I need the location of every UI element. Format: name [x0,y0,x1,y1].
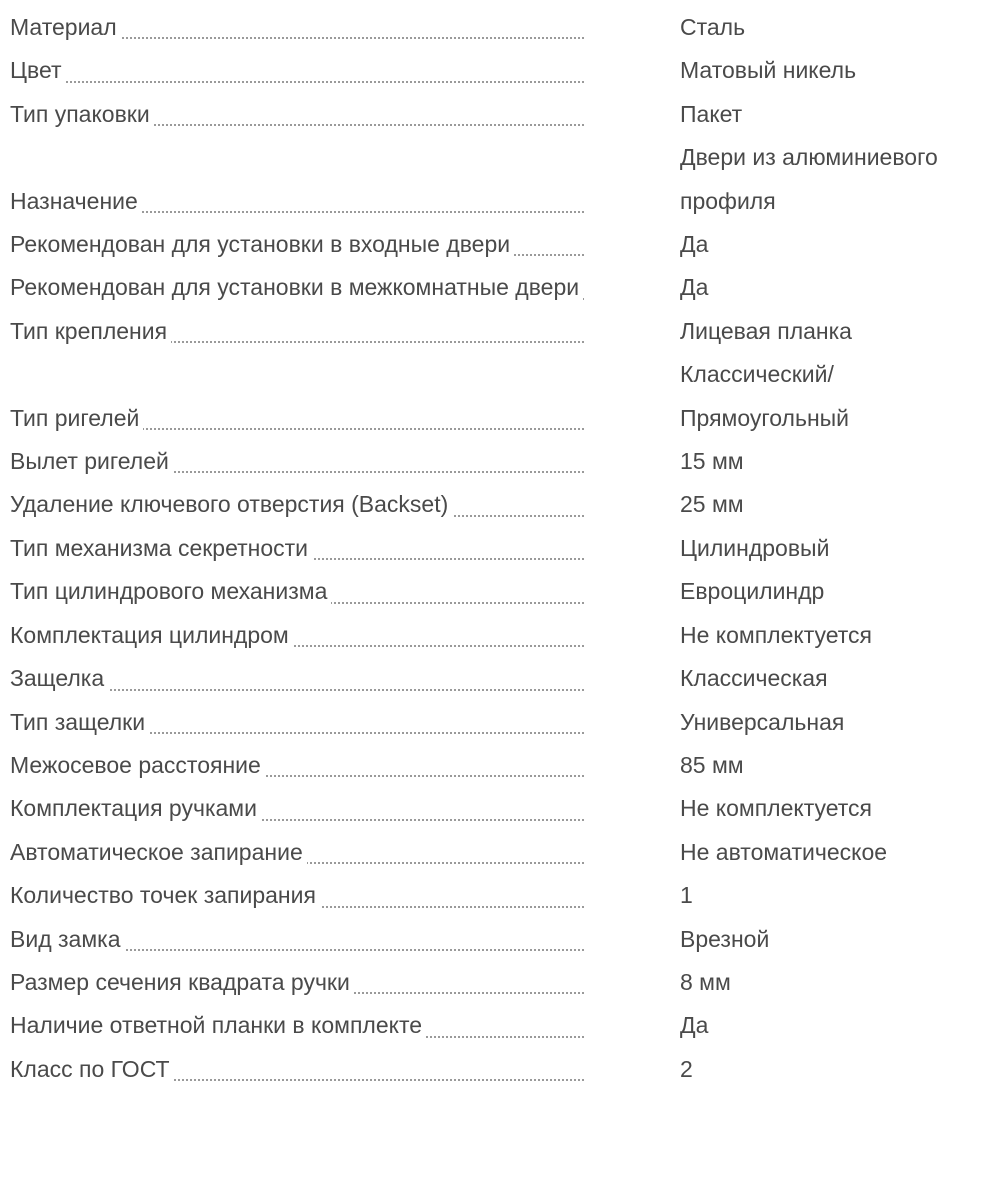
spec-value-text: Да [680,1012,709,1039]
spec-name [10,49,584,92]
spec-row [10,49,1000,92]
spec-name [10,831,584,874]
spec-name-label: Вид замка [10,926,125,952]
spec-name [10,397,584,440]
spec-value [680,440,1000,483]
spec-name [10,1004,584,1047]
spec-row [10,787,1000,830]
spec-name [10,701,584,744]
spec-name-label: Класс по ГОСТ [10,1056,174,1082]
spec-name [10,483,584,526]
spec-name [10,744,584,787]
spec-value-text: Лицевая планка [680,317,852,344]
spec-name-label: Назначение [10,188,142,214]
spec-value [680,918,1000,961]
spec-value-text: Классическая [680,665,828,692]
spec-row [10,570,1000,613]
spec-value-text: Не комплектуется [680,621,872,648]
spec-name [10,6,584,49]
spec-value-text: Классический/ [680,361,834,388]
spec-row [10,266,1000,309]
spec-name [10,918,584,961]
spec-name-label: Рекомендован для установки в межкомнатные двери [10,274,583,300]
spec-value [680,49,1000,92]
spec-name [10,961,584,1004]
spec-value-text: 8 мм [680,968,731,995]
spec-row [10,527,1000,570]
spec-value [680,483,1000,526]
spec-name-label: Материал [10,14,121,40]
spec-name-label: Цвет [10,57,66,83]
spec-value [680,93,1000,136]
spec-row [10,657,1000,700]
spec-row [10,136,1000,223]
spec-value-text: Сталь [680,14,746,40]
spec-value [680,701,1000,744]
spec-value-text: Да [680,231,709,258]
spec-row [10,93,1000,136]
spec-row [10,1004,1000,1047]
spec-value [680,614,1000,657]
spec-value [680,353,1000,440]
spec-name-label: Межосевое расстояние [10,752,265,778]
spec-name-label: Комплектация ручками [10,795,261,821]
spec-name [10,310,584,353]
spec-name-label: Защелка [10,665,108,691]
spec-row [10,701,1000,744]
spec-value-text: 25 мм [680,491,744,518]
spec-name [10,874,584,917]
spec-name-label: Тип защелки [10,709,149,735]
spec-name-label: Размер сечения квадрата ручки [10,969,354,995]
spec-row [10,6,1000,49]
spec-value [680,1004,1000,1047]
spec-name-label: Тип ригелей [10,405,143,431]
spec-name [10,440,584,483]
spec-name [10,223,584,266]
spec-value [680,223,1000,266]
spec-value-text: Матовый никель [680,57,857,84]
spec-name-label: Наличие ответной планки в комплекте [10,1012,426,1038]
spec-name-label: Рекомендован для установки в входные двери [10,231,514,257]
spec-name-label: Вылет ригелей [10,448,173,474]
spec-name-label: Комплектация цилиндром [10,622,293,648]
spec-value [680,6,1000,49]
spec-name-label: Тип цилиндрового механизма [10,578,331,604]
spec-name-label: Тип упаковки [10,101,154,127]
spec-value-text: Цилиндровый [680,534,830,561]
spec-name [10,657,584,700]
spec-name-label: Тип механизма секретности [10,535,312,561]
spec-value [680,787,1000,830]
spec-value-text: Прямоугольный [680,404,850,431]
spec-value-text: профиля [680,187,776,214]
spec-row [10,440,1000,483]
spec-name-label: Удаление ключевого отверстия (Backset) [10,491,452,517]
spec-name [10,787,584,830]
spec-value [680,527,1000,570]
spec-name-label: Автоматическое запирание [10,839,307,865]
spec-value [680,310,1000,353]
spec-value-text: Врезной [680,925,770,952]
spec-name [10,1048,584,1091]
spec-name [10,527,584,570]
spec-value [680,874,1000,917]
spec-name-label: Тип крепления [10,318,171,344]
spec-value-text: 2 [680,1055,693,1082]
spec-value-text: Пакет [680,100,743,127]
spec-row [10,831,1000,874]
spec-row [10,310,1000,353]
spec-value-text: Универсальная [680,708,845,735]
spec-name [10,570,584,613]
spec-row [10,961,1000,1004]
spec-value [680,657,1000,700]
spec-value-text: 1 [680,882,693,909]
spec-value-text: Не автоматическое [680,838,888,865]
spec-row [10,483,1000,526]
spec-row [10,614,1000,657]
spec-row [10,353,1000,440]
spec-name [10,180,584,223]
spec-name [10,93,584,136]
spec-row [10,223,1000,266]
spec-value [680,266,1000,309]
spec-value-text: 15 мм [680,448,744,475]
spec-row [10,874,1000,917]
spec-row [10,918,1000,961]
spec-value-text: Евроцилиндр [680,578,825,605]
spec-name-label: Количество точек запирания [10,882,320,908]
spec-value [680,1048,1000,1091]
spec-value [680,570,1000,613]
spec-value [680,831,1000,874]
spec-value [680,136,1000,223]
spec-name [10,614,584,657]
spec-row [10,1048,1000,1091]
spec-value [680,744,1000,787]
spec-value-text: Да [680,274,709,301]
spec-value-text: 85 мм [680,751,744,778]
spec-value [680,961,1000,1004]
spec-row [10,744,1000,787]
spec-value-text: Не комплектуется [680,795,872,822]
spec-name [10,266,584,309]
spec-value-text: Двери из алюминиевого [680,144,938,171]
